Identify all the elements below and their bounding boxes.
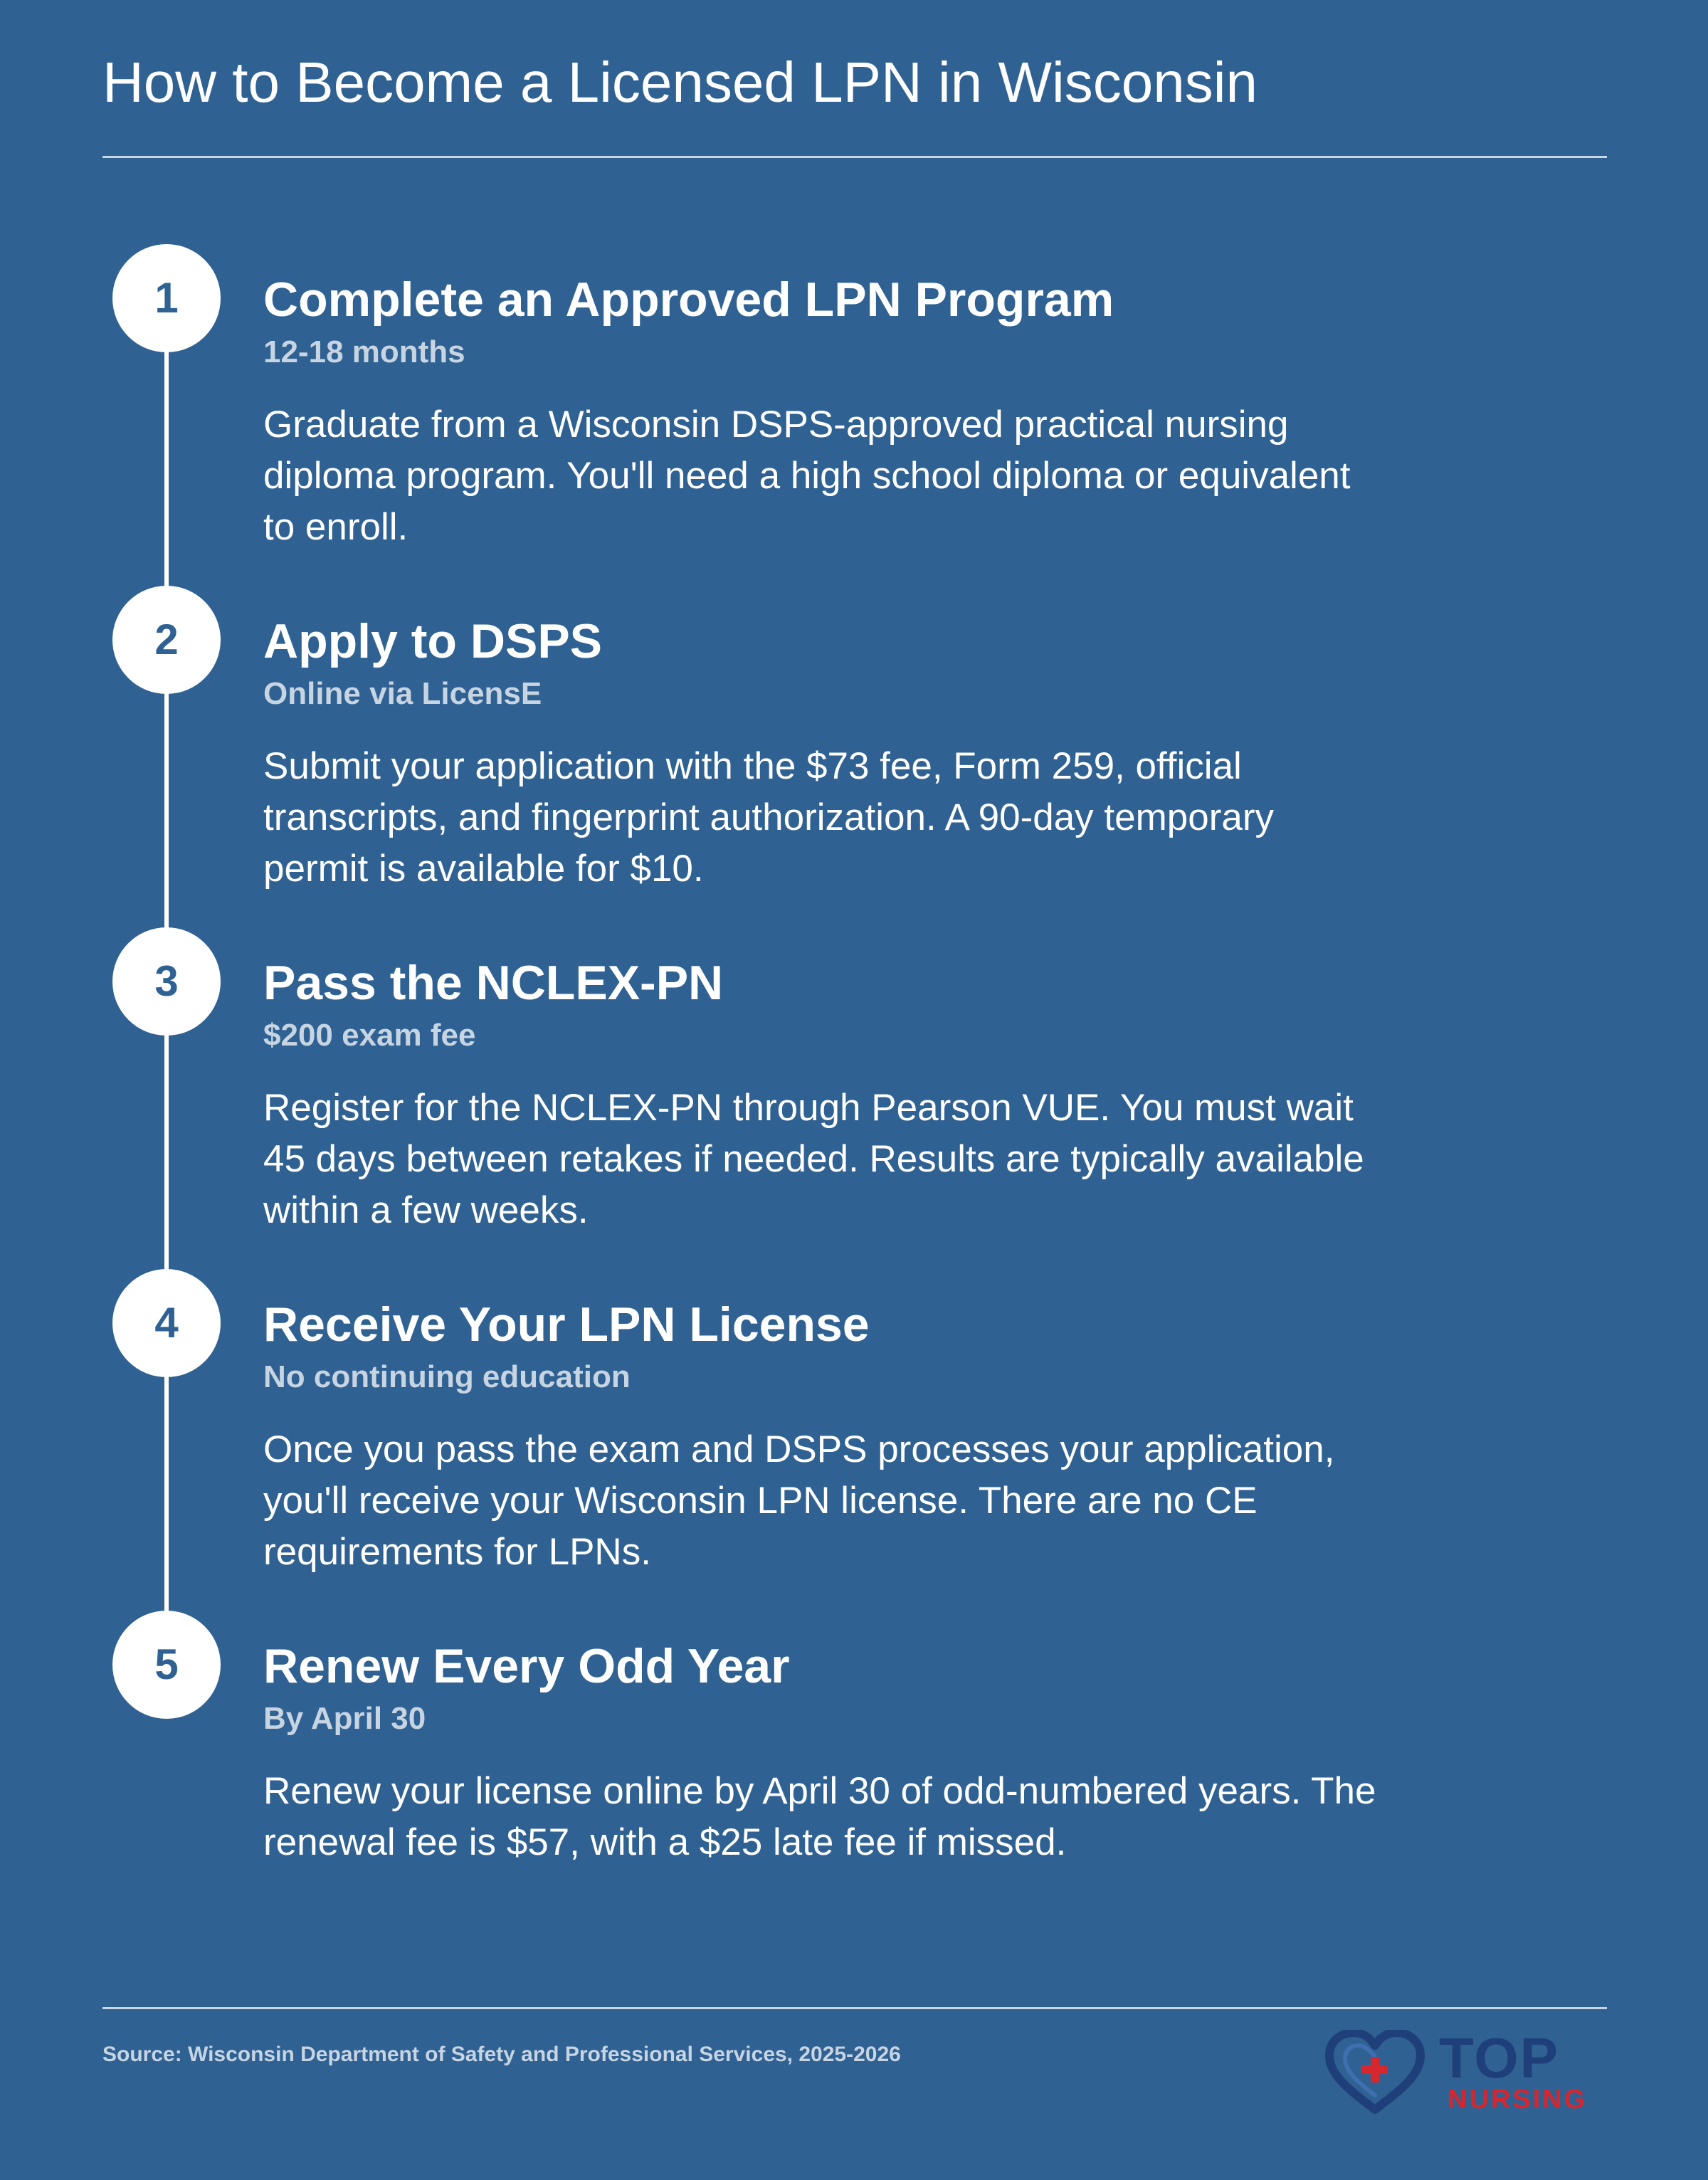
step-2 [0,586,1708,890]
step-title: Complete an Approved LPN Program [263,273,1114,327]
step-subtitle: $200 exam fee [263,1018,476,1053]
footer-divider [102,2007,1607,2009]
step-number-badge: 2 [112,586,221,694]
logo-wordmark-nursing: NURSING [1448,2085,1588,2115]
step-description: Once you pass the exam and DSPS processes your application, you'll receive your Wisconsin LPN license. There are no CE requirements for LPNs. [263,1428,1335,1573]
step-title: Receive Your LPN License [263,1297,870,1352]
step-title: Apply to DSPS [263,614,603,668]
step-number-badge: 4 [112,1269,221,1377]
step-description: Submit your application with the $73 fee, Form 259, official transcripts, and fingerprint authorization. A 90-day temporary permit is available for $10. [263,745,1274,890]
step-title: Renew Every Odd Year [263,1639,790,1693]
top-nursing-logo [1325,2026,1610,2115]
step-description: Register for the NCLEX-PN through Pearson VUE. You must wait 45 days between retakes if needed. Results are typically available within a few weeks. [263,1087,1364,1231]
page-title: How to Become a Licensed LPN in Wisconsin [102,51,1258,114]
step-5 [0,1611,1708,1895]
step-number-badge: 3 [112,927,221,1036]
step-subtitle: No continuing education [263,1359,631,1394]
step-3 [0,927,1708,1231]
source-citation: Source: Wisconsin Department of Safety and Professional Services, 2025-2026 [102,2043,901,2066]
step-description: Graduate from a Wisconsin DSPS-approved practical nursing diploma program. You'll need a high school diploma or equivalent to enroll. [263,404,1351,548]
step-number-badge: 5 [112,1611,221,1719]
step-description: Renew your license online by April 30 of odd-numbered years. The renewal fee is $57, with a $25 late fee if missed. [263,1770,1376,1863]
step-1 [0,244,1708,548]
step-subtitle: Online via LicensE [263,676,542,711]
logo-wordmark-top: TOP [1439,2026,1560,2090]
title-divider [102,156,1607,158]
step-4 [0,1269,1708,1573]
step-subtitle: By April 30 [263,1701,426,1736]
step-subtitle: 12-18 months [263,335,465,369]
step-title: Pass the NCLEX-PN [263,956,724,1010]
step-number-badge: 1 [112,244,221,352]
heart-cross-icon [1325,2030,1425,2115]
